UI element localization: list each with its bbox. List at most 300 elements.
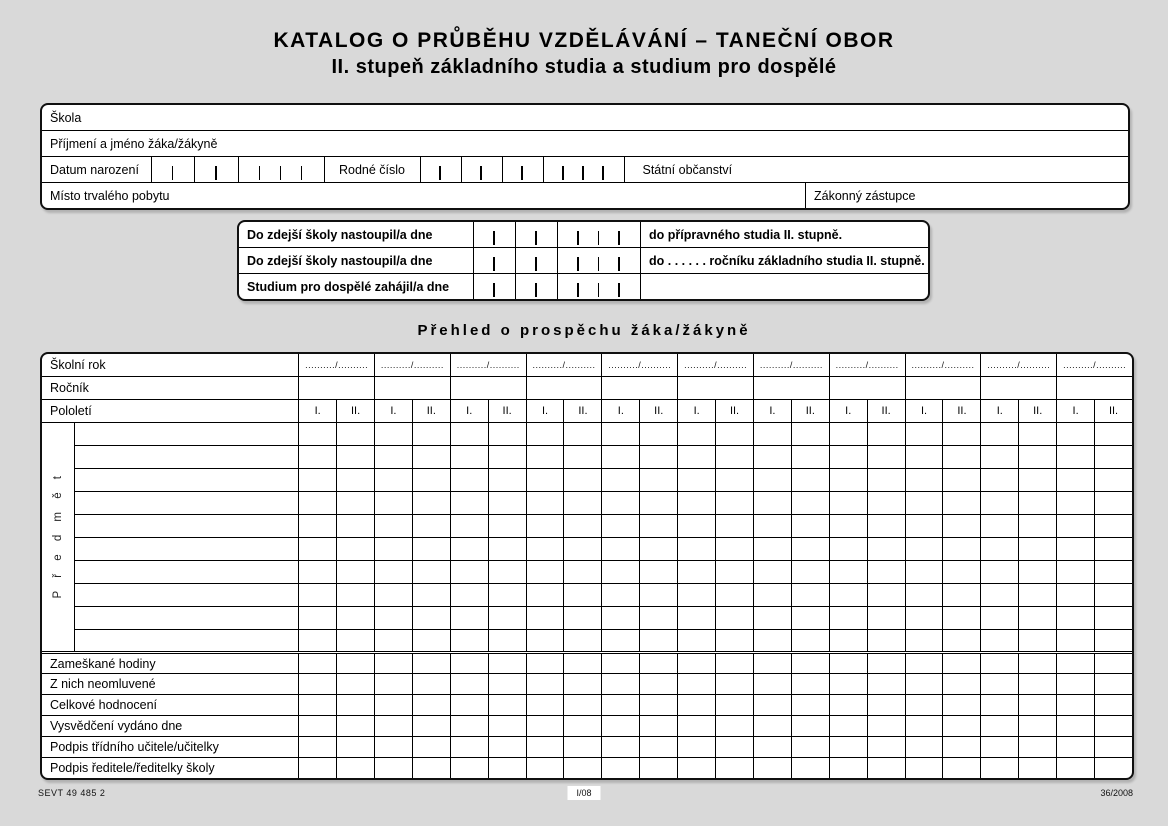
enrollment-row3-date-boxes[interactable] <box>473 274 641 299</box>
mark-cell[interactable] <box>678 469 716 492</box>
summary-cell[interactable] <box>299 674 337 695</box>
mark-cell[interactable] <box>943 492 981 515</box>
mark-cell[interactable] <box>564 469 602 492</box>
mark-cell[interactable] <box>450 515 488 538</box>
summary-cell[interactable] <box>299 653 337 674</box>
mark-cell[interactable] <box>943 607 981 630</box>
mark-cell[interactable] <box>905 469 943 492</box>
mark-cell[interactable] <box>450 561 488 584</box>
grade-cell[interactable] <box>1057 377 1133 400</box>
mark-cell[interactable] <box>905 446 943 469</box>
mark-cell[interactable] <box>829 469 867 492</box>
summary-cell[interactable] <box>640 674 678 695</box>
summary-cell[interactable] <box>375 758 413 779</box>
mark-cell[interactable] <box>716 446 754 469</box>
mark-cell[interactable] <box>337 492 375 515</box>
summary-cell[interactable] <box>412 716 450 737</box>
digit-cell[interactable] <box>579 222 600 247</box>
digit-cell[interactable] <box>544 157 564 182</box>
subject-name-cell[interactable] <box>75 630 299 653</box>
grade-cell[interactable] <box>526 377 602 400</box>
mark-cell[interactable] <box>375 492 413 515</box>
summary-cell[interactable] <box>337 716 375 737</box>
summary-cell[interactable] <box>450 695 488 716</box>
school-year-cell[interactable]: ........../.......... <box>753 354 829 377</box>
mark-cell[interactable] <box>337 515 375 538</box>
mark-cell[interactable] <box>1095 607 1133 630</box>
mark-cell[interactable] <box>678 423 716 446</box>
summary-cell[interactable] <box>829 758 867 779</box>
summary-cell[interactable] <box>753 737 791 758</box>
summary-cell[interactable] <box>981 653 1019 674</box>
summary-cell[interactable] <box>526 737 564 758</box>
mark-cell[interactable] <box>981 607 1019 630</box>
mark-cell[interactable] <box>450 630 488 653</box>
mark-cell[interactable] <box>337 423 375 446</box>
summary-cell[interactable] <box>526 653 564 674</box>
summary-cell[interactable] <box>337 653 375 674</box>
summary-cell[interactable] <box>602 716 640 737</box>
summary-cell[interactable] <box>412 758 450 779</box>
mark-cell[interactable] <box>337 561 375 584</box>
student-name-field-row[interactable] <box>42 130 1128 156</box>
summary-cell[interactable] <box>375 653 413 674</box>
mark-cell[interactable] <box>564 515 602 538</box>
summary-cell[interactable] <box>943 653 981 674</box>
summary-cell[interactable] <box>337 695 375 716</box>
mark-cell[interactable] <box>640 561 678 584</box>
subject-name-cell[interactable] <box>75 584 299 607</box>
mark-cell[interactable] <box>526 630 564 653</box>
grade-cell[interactable] <box>375 377 451 400</box>
summary-cell[interactable] <box>753 716 791 737</box>
summary-cell[interactable] <box>450 653 488 674</box>
summary-cell[interactable] <box>867 674 905 695</box>
mark-cell[interactable] <box>1095 515 1133 538</box>
mark-cell[interactable] <box>640 423 678 446</box>
grade-cell[interactable] <box>678 377 754 400</box>
digit-cell[interactable] <box>558 274 579 299</box>
summary-cell[interactable] <box>1019 653 1057 674</box>
summary-cell[interactable] <box>1095 716 1133 737</box>
mark-cell[interactable] <box>943 469 981 492</box>
digit-cell[interactable] <box>579 248 600 273</box>
summary-cell[interactable] <box>564 737 602 758</box>
mark-cell[interactable] <box>943 515 981 538</box>
mark-cell[interactable] <box>488 492 526 515</box>
mark-cell[interactable] <box>1019 423 1057 446</box>
mark-cell[interactable] <box>299 584 337 607</box>
subject-name-cell[interactable] <box>75 492 299 515</box>
mark-cell[interactable] <box>678 446 716 469</box>
birth-date-boxes[interactable] <box>151 157 325 182</box>
summary-cell[interactable] <box>943 737 981 758</box>
mark-cell[interactable] <box>488 469 526 492</box>
mark-cell[interactable] <box>299 538 337 561</box>
summary-cell[interactable] <box>640 716 678 737</box>
grade-cell[interactable] <box>450 377 526 400</box>
enrollment-row1-date-boxes[interactable] <box>473 222 641 247</box>
summary-cell[interactable] <box>1019 716 1057 737</box>
summary-cell[interactable] <box>905 653 943 674</box>
summary-cell[interactable] <box>981 695 1019 716</box>
mark-cell[interactable] <box>450 423 488 446</box>
mark-cell[interactable] <box>981 492 1019 515</box>
mark-cell[interactable] <box>867 446 905 469</box>
mark-cell[interactable] <box>943 423 981 446</box>
summary-cell[interactable] <box>678 695 716 716</box>
digit-cell[interactable] <box>599 274 620 299</box>
digit-cell[interactable] <box>281 157 302 182</box>
digit-cell[interactable] <box>462 157 482 182</box>
summary-cell[interactable] <box>905 716 943 737</box>
mark-cell[interactable] <box>867 561 905 584</box>
summary-cell[interactable] <box>753 653 791 674</box>
mark-cell[interactable] <box>602 469 640 492</box>
mark-cell[interactable] <box>602 538 640 561</box>
mark-cell[interactable] <box>791 423 829 446</box>
summary-cell[interactable] <box>905 758 943 779</box>
mark-cell[interactable] <box>753 446 791 469</box>
mark-cell[interactable] <box>1057 515 1095 538</box>
subject-name-cell[interactable] <box>75 423 299 446</box>
digit-cell[interactable] <box>482 157 502 182</box>
digit-cell[interactable] <box>474 222 495 247</box>
mark-cell[interactable] <box>640 469 678 492</box>
mark-cell[interactable] <box>640 607 678 630</box>
mark-cell[interactable] <box>791 561 829 584</box>
summary-cell[interactable] <box>1095 653 1133 674</box>
mark-cell[interactable] <box>791 469 829 492</box>
summary-cell[interactable] <box>943 716 981 737</box>
digit-cell[interactable] <box>579 274 600 299</box>
summary-cell[interactable] <box>640 695 678 716</box>
summary-cell[interactable] <box>943 695 981 716</box>
mark-cell[interactable] <box>564 561 602 584</box>
summary-cell[interactable] <box>716 737 754 758</box>
mark-cell[interactable] <box>526 607 564 630</box>
mark-cell[interactable] <box>640 584 678 607</box>
digit-cell[interactable] <box>474 274 495 299</box>
mark-cell[interactable] <box>526 469 564 492</box>
mark-cell[interactable] <box>1057 561 1095 584</box>
summary-cell[interactable] <box>412 737 450 758</box>
digit-cell[interactable] <box>599 222 620 247</box>
summary-cell[interactable] <box>1019 758 1057 779</box>
summary-cell[interactable] <box>526 716 564 737</box>
mark-cell[interactable] <box>791 607 829 630</box>
summary-cell[interactable] <box>981 758 1019 779</box>
summary-cell[interactable] <box>450 758 488 779</box>
digit-cell[interactable] <box>537 248 558 273</box>
summary-cell[interactable] <box>1057 716 1095 737</box>
mark-cell[interactable] <box>602 446 640 469</box>
mark-cell[interactable] <box>1095 446 1133 469</box>
summary-cell[interactable] <box>412 695 450 716</box>
summary-cell[interactable] <box>791 716 829 737</box>
mark-cell[interactable] <box>791 446 829 469</box>
summary-cell[interactable] <box>981 737 1019 758</box>
summary-cell[interactable] <box>337 674 375 695</box>
mark-cell[interactable] <box>867 630 905 653</box>
digit-cell[interactable] <box>537 274 558 299</box>
summary-cell[interactable] <box>640 653 678 674</box>
summary-cell[interactable] <box>753 695 791 716</box>
mark-cell[interactable] <box>716 584 754 607</box>
summary-cell[interactable] <box>1095 737 1133 758</box>
mark-cell[interactable] <box>867 469 905 492</box>
mark-cell[interactable] <box>640 538 678 561</box>
mark-cell[interactable] <box>375 423 413 446</box>
summary-cell[interactable] <box>526 674 564 695</box>
mark-cell[interactable] <box>716 607 754 630</box>
grade-cell[interactable] <box>753 377 829 400</box>
mark-cell[interactable] <box>1019 492 1057 515</box>
mark-cell[interactable] <box>299 492 337 515</box>
school-year-cell[interactable]: ........../.......... <box>678 354 754 377</box>
mark-cell[interactable] <box>640 515 678 538</box>
mark-cell[interactable] <box>640 446 678 469</box>
mark-cell[interactable] <box>412 630 450 653</box>
summary-cell[interactable] <box>678 653 716 674</box>
summary-cell[interactable] <box>375 716 413 737</box>
mark-cell[interactable] <box>1095 469 1133 492</box>
mark-cell[interactable] <box>753 561 791 584</box>
mark-cell[interactable] <box>450 446 488 469</box>
summary-cell[interactable] <box>829 674 867 695</box>
mark-cell[interactable] <box>1057 607 1095 630</box>
digit-cell[interactable] <box>516 222 537 247</box>
digit-cell[interactable] <box>260 157 281 182</box>
mark-cell[interactable] <box>375 469 413 492</box>
subject-name-cell[interactable] <box>75 607 299 630</box>
summary-cell[interactable] <box>829 653 867 674</box>
mark-cell[interactable] <box>678 607 716 630</box>
mark-cell[interactable] <box>412 469 450 492</box>
grade-cell[interactable] <box>981 377 1057 400</box>
mark-cell[interactable] <box>526 423 564 446</box>
mark-cell[interactable] <box>602 423 640 446</box>
mark-cell[interactable] <box>829 607 867 630</box>
mark-cell[interactable] <box>1057 469 1095 492</box>
mark-cell[interactable] <box>1057 630 1095 653</box>
digit-cell[interactable] <box>152 157 173 182</box>
digit-cell[interactable] <box>604 157 624 182</box>
digit-cell[interactable] <box>474 248 495 273</box>
mark-cell[interactable] <box>488 584 526 607</box>
mark-cell[interactable] <box>1019 469 1057 492</box>
mark-cell[interactable] <box>488 630 526 653</box>
mark-cell[interactable] <box>299 561 337 584</box>
summary-cell[interactable] <box>716 758 754 779</box>
summary-cell[interactable] <box>981 716 1019 737</box>
mark-cell[interactable] <box>867 607 905 630</box>
mark-cell[interactable] <box>829 584 867 607</box>
mark-cell[interactable] <box>1057 423 1095 446</box>
mark-cell[interactable] <box>905 561 943 584</box>
mark-cell[interactable] <box>753 630 791 653</box>
mark-cell[interactable] <box>299 446 337 469</box>
mark-cell[interactable] <box>602 630 640 653</box>
digit-cell[interactable] <box>523 157 543 182</box>
mark-cell[interactable] <box>1057 492 1095 515</box>
summary-cell[interactable] <box>450 674 488 695</box>
mark-cell[interactable] <box>299 469 337 492</box>
school-year-cell[interactable]: ........../.......... <box>981 354 1057 377</box>
mark-cell[interactable] <box>1095 561 1133 584</box>
summary-cell[interactable] <box>412 674 450 695</box>
mark-cell[interactable] <box>1019 607 1057 630</box>
mark-cell[interactable] <box>412 423 450 446</box>
mark-cell[interactable] <box>981 469 1019 492</box>
mark-cell[interactable] <box>753 538 791 561</box>
summary-cell[interactable] <box>564 695 602 716</box>
mark-cell[interactable] <box>981 538 1019 561</box>
digit-cell[interactable] <box>558 222 579 247</box>
summary-cell[interactable] <box>564 674 602 695</box>
mark-cell[interactable] <box>678 515 716 538</box>
mark-cell[interactable] <box>753 423 791 446</box>
summary-cell[interactable] <box>1057 758 1095 779</box>
summary-cell[interactable] <box>791 758 829 779</box>
enrollment-row2-date-boxes[interactable] <box>473 248 641 273</box>
digit-cell[interactable] <box>441 157 461 182</box>
mark-cell[interactable] <box>678 630 716 653</box>
school-year-cell[interactable]: ........../.......... <box>299 354 375 377</box>
summary-cell[interactable] <box>1095 674 1133 695</box>
mark-cell[interactable] <box>829 423 867 446</box>
summary-cell[interactable] <box>412 653 450 674</box>
summary-cell[interactable] <box>602 695 640 716</box>
mark-cell[interactable] <box>602 515 640 538</box>
mark-cell[interactable] <box>1019 561 1057 584</box>
digit-cell[interactable] <box>558 248 579 273</box>
digit-cell[interactable] <box>620 248 641 273</box>
mark-cell[interactable] <box>412 561 450 584</box>
summary-cell[interactable] <box>791 737 829 758</box>
mark-cell[interactable] <box>716 492 754 515</box>
mark-cell[interactable] <box>981 630 1019 653</box>
summary-cell[interactable] <box>488 737 526 758</box>
school-year-cell[interactable]: ........../.......... <box>905 354 981 377</box>
mark-cell[interactable] <box>1019 538 1057 561</box>
mark-cell[interactable] <box>716 538 754 561</box>
mark-cell[interactable] <box>905 492 943 515</box>
summary-cell[interactable] <box>564 716 602 737</box>
mark-cell[interactable] <box>602 492 640 515</box>
mark-cell[interactable] <box>450 538 488 561</box>
mark-cell[interactable] <box>1019 515 1057 538</box>
mark-cell[interactable] <box>905 607 943 630</box>
mark-cell[interactable] <box>526 561 564 584</box>
mark-cell[interactable] <box>488 423 526 446</box>
summary-cell[interactable] <box>1057 674 1095 695</box>
mark-cell[interactable] <box>716 515 754 538</box>
summary-cell[interactable] <box>716 674 754 695</box>
school-year-cell[interactable]: ........../.......... <box>1057 354 1133 377</box>
summary-cell[interactable] <box>602 653 640 674</box>
mark-cell[interactable] <box>299 607 337 630</box>
summary-cell[interactable] <box>602 758 640 779</box>
digit-cell[interactable] <box>495 248 516 273</box>
digit-cell[interactable] <box>495 274 516 299</box>
mark-cell[interactable] <box>602 561 640 584</box>
mark-cell[interactable] <box>602 584 640 607</box>
mark-cell[interactable] <box>716 423 754 446</box>
mark-cell[interactable] <box>943 584 981 607</box>
summary-cell[interactable] <box>716 653 754 674</box>
mark-cell[interactable] <box>450 607 488 630</box>
mark-cell[interactable] <box>791 492 829 515</box>
mark-cell[interactable] <box>412 515 450 538</box>
mark-cell[interactable] <box>412 492 450 515</box>
mark-cell[interactable] <box>1095 423 1133 446</box>
mark-cell[interactable] <box>943 630 981 653</box>
mark-cell[interactable] <box>337 584 375 607</box>
mark-cell[interactable] <box>1057 446 1095 469</box>
grade-cell[interactable] <box>905 377 981 400</box>
mark-cell[interactable] <box>678 492 716 515</box>
mark-cell[interactable] <box>678 561 716 584</box>
summary-cell[interactable] <box>602 737 640 758</box>
mark-cell[interactable] <box>1019 446 1057 469</box>
summary-cell[interactable] <box>564 653 602 674</box>
mark-cell[interactable] <box>943 538 981 561</box>
birth-number-boxes[interactable] <box>420 157 625 182</box>
summary-cell[interactable] <box>867 695 905 716</box>
mark-cell[interactable] <box>1095 584 1133 607</box>
mark-cell[interactable] <box>299 423 337 446</box>
mark-cell[interactable] <box>905 584 943 607</box>
summary-cell[interactable] <box>829 695 867 716</box>
summary-cell[interactable] <box>867 716 905 737</box>
summary-cell[interactable] <box>564 758 602 779</box>
mark-cell[interactable] <box>337 607 375 630</box>
mark-cell[interactable] <box>375 515 413 538</box>
school-year-cell[interactable]: ........../.......... <box>526 354 602 377</box>
mark-cell[interactable] <box>412 446 450 469</box>
summary-cell[interactable] <box>867 653 905 674</box>
summary-cell[interactable] <box>829 737 867 758</box>
mark-cell[interactable] <box>337 630 375 653</box>
mark-cell[interactable] <box>640 492 678 515</box>
summary-cell[interactable] <box>488 758 526 779</box>
summary-cell[interactable] <box>1019 737 1057 758</box>
mark-cell[interactable] <box>375 538 413 561</box>
digit-cell[interactable] <box>584 157 604 182</box>
mark-cell[interactable] <box>412 584 450 607</box>
mark-cell[interactable] <box>450 492 488 515</box>
grade-cell[interactable] <box>829 377 905 400</box>
mark-cell[interactable] <box>943 561 981 584</box>
digit-cell[interactable] <box>620 274 641 299</box>
summary-cell[interactable] <box>867 737 905 758</box>
mark-cell[interactable] <box>867 584 905 607</box>
mark-cell[interactable] <box>564 607 602 630</box>
mark-cell[interactable] <box>412 538 450 561</box>
mark-cell[interactable] <box>981 561 1019 584</box>
subject-name-cell[interactable] <box>75 446 299 469</box>
summary-cell[interactable] <box>299 758 337 779</box>
digit-cell[interactable] <box>495 222 516 247</box>
mark-cell[interactable] <box>867 538 905 561</box>
mark-cell[interactable] <box>526 538 564 561</box>
mark-cell[interactable] <box>450 469 488 492</box>
mark-cell[interactable] <box>753 492 791 515</box>
summary-cell[interactable] <box>1019 674 1057 695</box>
digit-cell[interactable] <box>564 157 584 182</box>
summary-cell[interactable] <box>299 716 337 737</box>
